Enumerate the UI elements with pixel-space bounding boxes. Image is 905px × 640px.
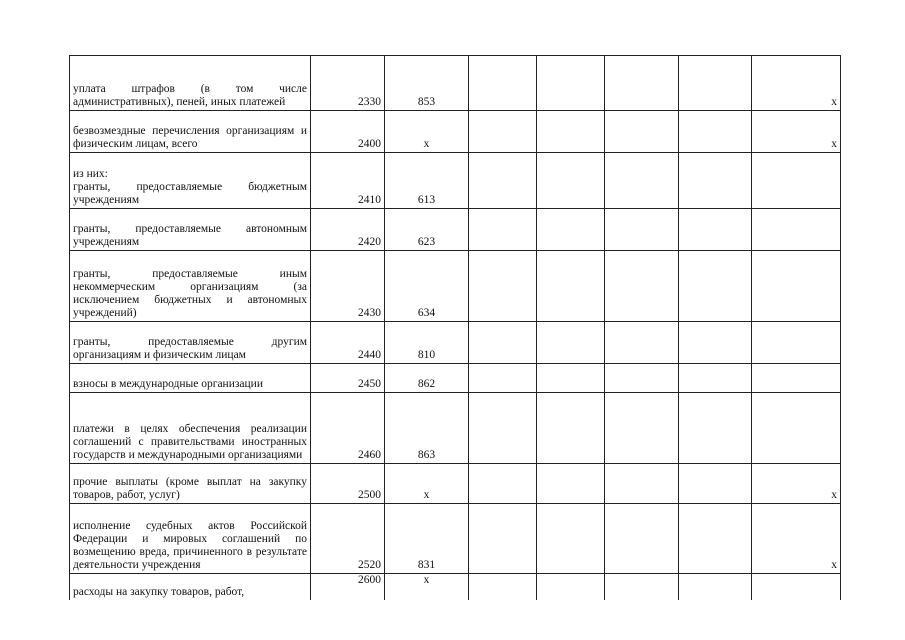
row-value-cell [537, 56, 605, 111]
row-name-line: из них: [73, 168, 108, 180]
row-value-cell [679, 56, 752, 111]
expenditure-table [69, 55, 841, 600]
table-row [70, 111, 841, 153]
row-code-cell: 2460 [311, 393, 385, 464]
row-value-cell [752, 364, 841, 393]
row-code-cell: 2600 [311, 574, 385, 600]
row-name-line: гранты, предоставляемые бюджетным учреждениям [73, 181, 307, 206]
table-row [70, 153, 841, 209]
row-value-cell [469, 56, 537, 111]
table-row [70, 364, 841, 393]
row-value-cell [605, 251, 679, 322]
row-value-cell [537, 574, 605, 600]
table-row [70, 574, 841, 600]
row-value-cell [537, 322, 605, 364]
row-code-cell: 2520 [311, 504, 385, 574]
row-name-cell: уплата штрафов (в том числе административных), пеней, иных платежей [70, 56, 311, 111]
row-value-cell [605, 574, 679, 600]
row-kbk-cell: 853 [385, 56, 469, 111]
row-value-cell [679, 504, 752, 574]
row-value-cell [752, 322, 841, 364]
row-code-cell: 2430 [311, 251, 385, 322]
table-row [70, 393, 841, 464]
row-value-cell [752, 574, 841, 600]
row-code-cell: 2450 [311, 364, 385, 393]
row-value-cell [679, 574, 752, 600]
row-kbk-cell: 623 [385, 209, 469, 251]
table-row [70, 251, 841, 322]
row-code-cell: 2440 [311, 322, 385, 364]
row-value-cell [469, 364, 537, 393]
row-value-cell [469, 504, 537, 574]
row-kbk-cell: 831 [385, 504, 469, 574]
table-body [70, 56, 841, 600]
row-value-cell: x [752, 56, 841, 111]
row-name-cell: исполнение судебных актов Российской Федерации и мировых соглашений по возмещению вреда, причиненного в результате деятельности учреждения [70, 504, 311, 574]
row-value-cell [469, 464, 537, 504]
row-value-cell [537, 209, 605, 251]
row-name-cell: гранты, предоставляемые автономным учреждениям [70, 209, 311, 251]
row-value-cell [537, 364, 605, 393]
row-value-cell [605, 322, 679, 364]
row-value-cell [469, 322, 537, 364]
table-row [70, 209, 841, 251]
row-value-cell [752, 393, 841, 464]
table-row [70, 322, 841, 364]
row-value-cell [605, 209, 679, 251]
row-code-cell: 2330 [311, 56, 385, 111]
row-value-cell [469, 153, 537, 209]
row-name-cell: расходы на закупку товаров, работ, [70, 574, 311, 600]
row-value-cell [469, 209, 537, 251]
row-value-cell [605, 56, 679, 111]
row-value-cell [679, 111, 752, 153]
row-value-cell: x [752, 504, 841, 574]
row-value-cell [605, 111, 679, 153]
row-name-cell: гранты, предоставляемые иным некоммерческим организациям (за исключением бюджетных и автономных учреждений) [70, 251, 311, 322]
row-name-cell: платежи в целях обеспечения реализации соглашений с правительствами иностранных государств и международными организациями [70, 393, 311, 464]
row-value-cell [537, 251, 605, 322]
row-name-cell [70, 153, 311, 209]
row-value-cell [679, 364, 752, 393]
row-value-cell [537, 464, 605, 504]
row-value-cell [605, 364, 679, 393]
row-value-cell [469, 574, 537, 600]
row-kbk-cell: 863 [385, 393, 469, 464]
row-value-cell [469, 393, 537, 464]
row-kbk-cell: x [385, 464, 469, 504]
row-value-cell [605, 153, 679, 209]
row-kbk-cell: 862 [385, 364, 469, 393]
row-value-cell [679, 393, 752, 464]
row-value-cell [537, 504, 605, 574]
row-name-cell: прочие выплаты (кроме выплат на закупку товаров, работ, услуг) [70, 464, 311, 504]
row-code-cell: 2410 [311, 153, 385, 209]
row-value-cell [605, 504, 679, 574]
row-value-cell [679, 209, 752, 251]
row-value-cell [752, 251, 841, 322]
row-name-cell: взносы в международные организации [70, 364, 311, 393]
row-value-cell [537, 393, 605, 464]
row-code-cell: 2400 [311, 111, 385, 153]
row-value-cell [537, 153, 605, 209]
row-kbk-cell: 613 [385, 153, 469, 209]
row-value-cell [537, 111, 605, 153]
row-kbk-cell: x [385, 574, 469, 600]
row-value-cell [679, 464, 752, 504]
table-row [70, 56, 841, 111]
row-name-cell: гранты, предоставляемые другим организациям и физическим лицам [70, 322, 311, 364]
row-kbk-cell: 810 [385, 322, 469, 364]
row-kbk-cell: 634 [385, 251, 469, 322]
row-code-cell: 2420 [311, 209, 385, 251]
row-value-cell: x [752, 464, 841, 504]
row-kbk-cell: x [385, 111, 469, 153]
table-row [70, 464, 841, 504]
row-code-cell: 2500 [311, 464, 385, 504]
row-value-cell [605, 393, 679, 464]
row-value-cell [469, 251, 537, 322]
row-name-cell: безвозмездные перечисления организациям и физическим лицам, всего [70, 111, 311, 153]
row-value-cell: x [752, 111, 841, 153]
row-value-cell [605, 464, 679, 504]
row-value-cell [469, 111, 537, 153]
row-value-cell [679, 322, 752, 364]
row-value-cell [752, 209, 841, 251]
table-row [70, 504, 841, 574]
row-value-cell [752, 153, 841, 209]
row-value-cell [679, 153, 752, 209]
row-value-cell [679, 251, 752, 322]
